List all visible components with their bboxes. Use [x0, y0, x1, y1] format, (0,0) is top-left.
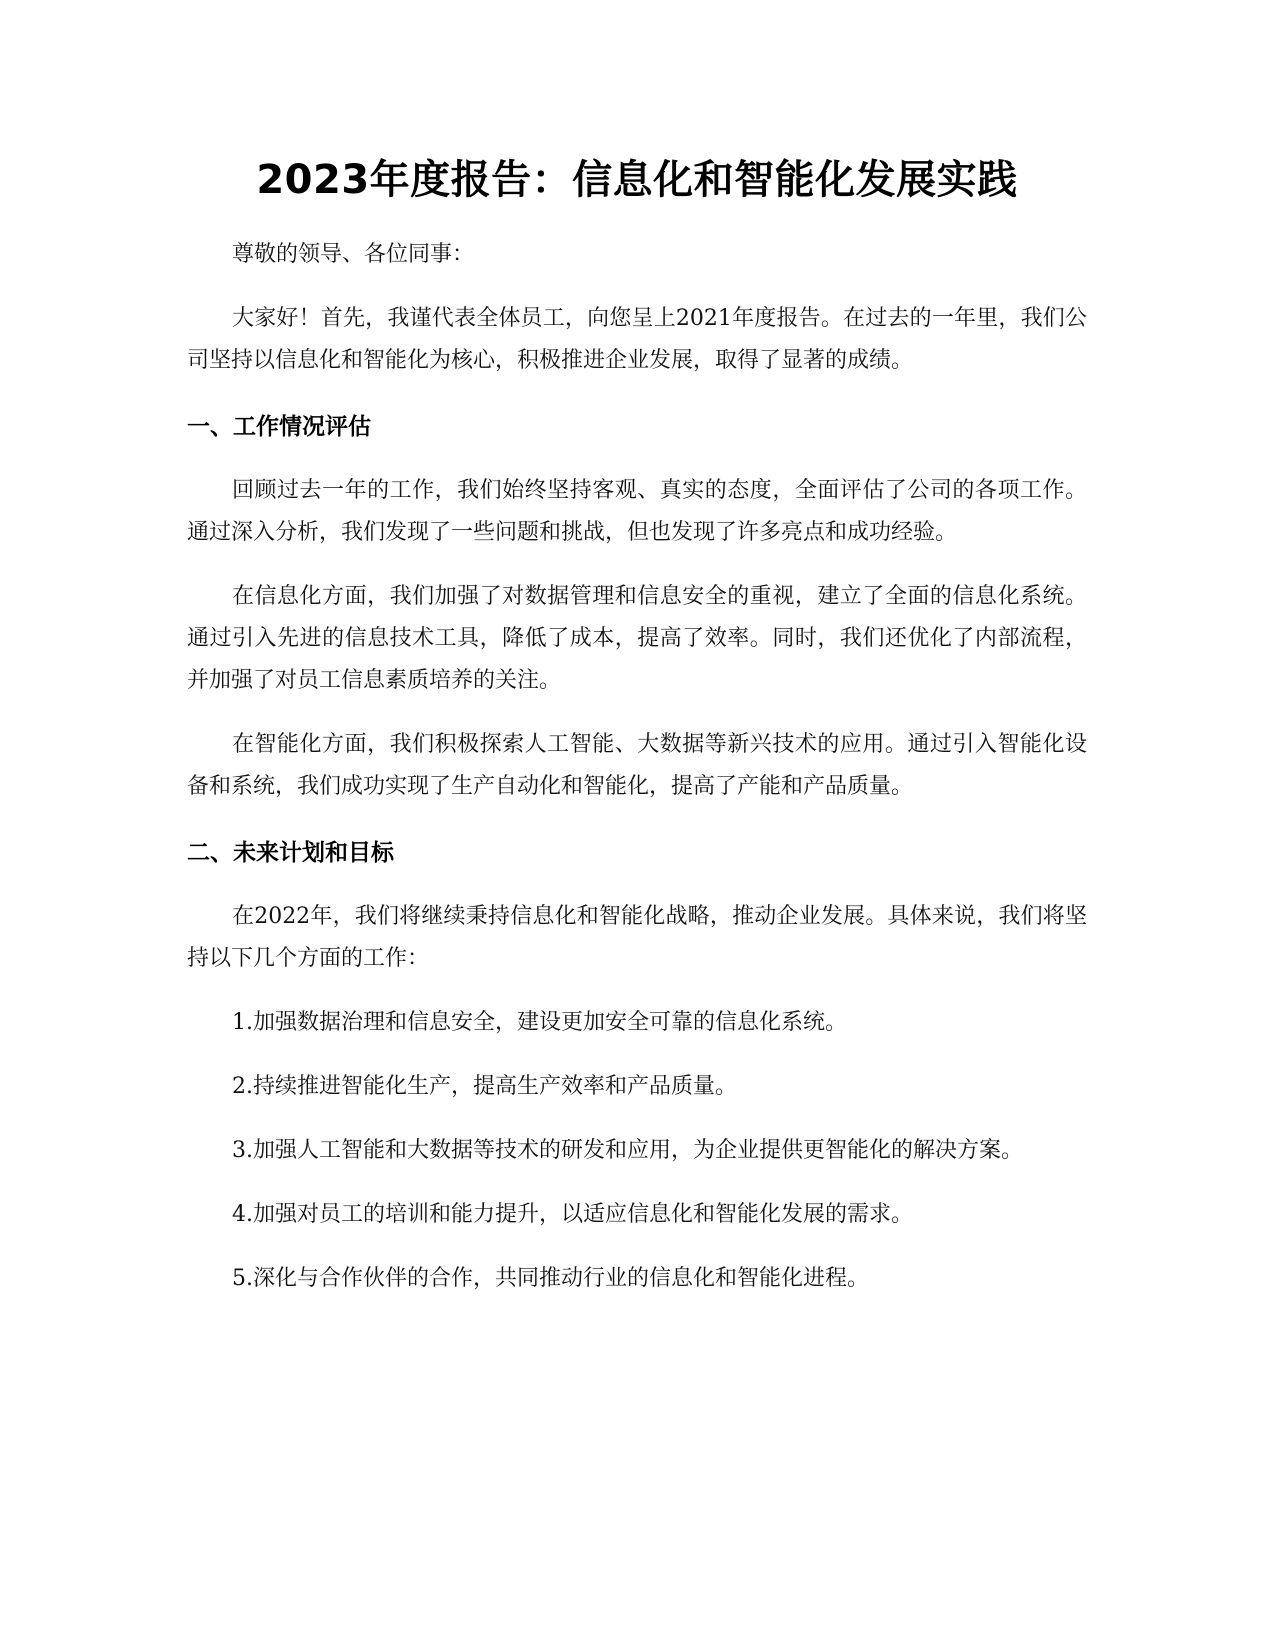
plan-item-2: 2.持续推进智能化生产，提高生产效率和产品质量。 — [232, 1074, 737, 1099]
evaluation-paragraph: 回顾过去一年的工作，我们始终坚持客观、真实的态度，全面评估了公司的各项工作。通过深入分析，我们发现了一些问题和挑战，但也发现了许多亮点和成功经验。 — [187, 478, 1087, 545]
document-title: 2023年度报告：信息化和智能化发展实践 — [256, 157, 1018, 203]
plan-item-5: 5.深化与合作伙伴的合作，共同推动行业的信息化和智能化进程。 — [232, 1266, 869, 1291]
section-heading-evaluation: 一、工作情况评估 — [187, 414, 371, 440]
plans-intro-paragraph: 在2022年，我们将继续秉持信息化和智能化战略，推动企业发展。具体来说，我们将坚持以下几个方面的工作： — [187, 904, 1087, 971]
document-page — [187, 150, 1087, 1300]
plan-item-3: 3.加强人工智能和大数据等技术的研发和应用，为企业提供更智能化的解决方案。 — [232, 1138, 1023, 1163]
section-heading-plans: 二、未来计划和目标 — [187, 840, 394, 866]
plan-item-4: 4.加强对员工的培训和能力提升，以适应信息化和智能化发展的需求。 — [232, 1202, 913, 1227]
intelligentization-paragraph: 在智能化方面，我们积极探索人工智能、大数据等新兴技术的应用。通过引入智能化设备和系统，我们成功实现了生产自动化和智能化，提高了产能和产品质量。 — [187, 732, 1087, 799]
intro-paragraph: 大家好！首先，我谨代表全体员工，向您呈上2021年度报告。在过去的一年里，我们公司坚持以信息化和智能化为核心，积极推进企业发展，取得了显著的成绩。 — [187, 306, 1087, 373]
greeting: 尊敬的领导、各位同事： — [232, 242, 475, 267]
informatization-paragraph: 在信息化方面，我们加强了对数据管理和信息安全的重视，建立了全面的信息化系统。通过引入先进的信息技术工具，降低了成本，提高了效率。同时，我们还优化了内部流程，并加强了对员工信息素质培养的关注。 — [187, 584, 1087, 693]
plan-item-1: 1.加强数据治理和信息安全，建设更加安全可靠的信息化系统。 — [232, 1010, 847, 1035]
